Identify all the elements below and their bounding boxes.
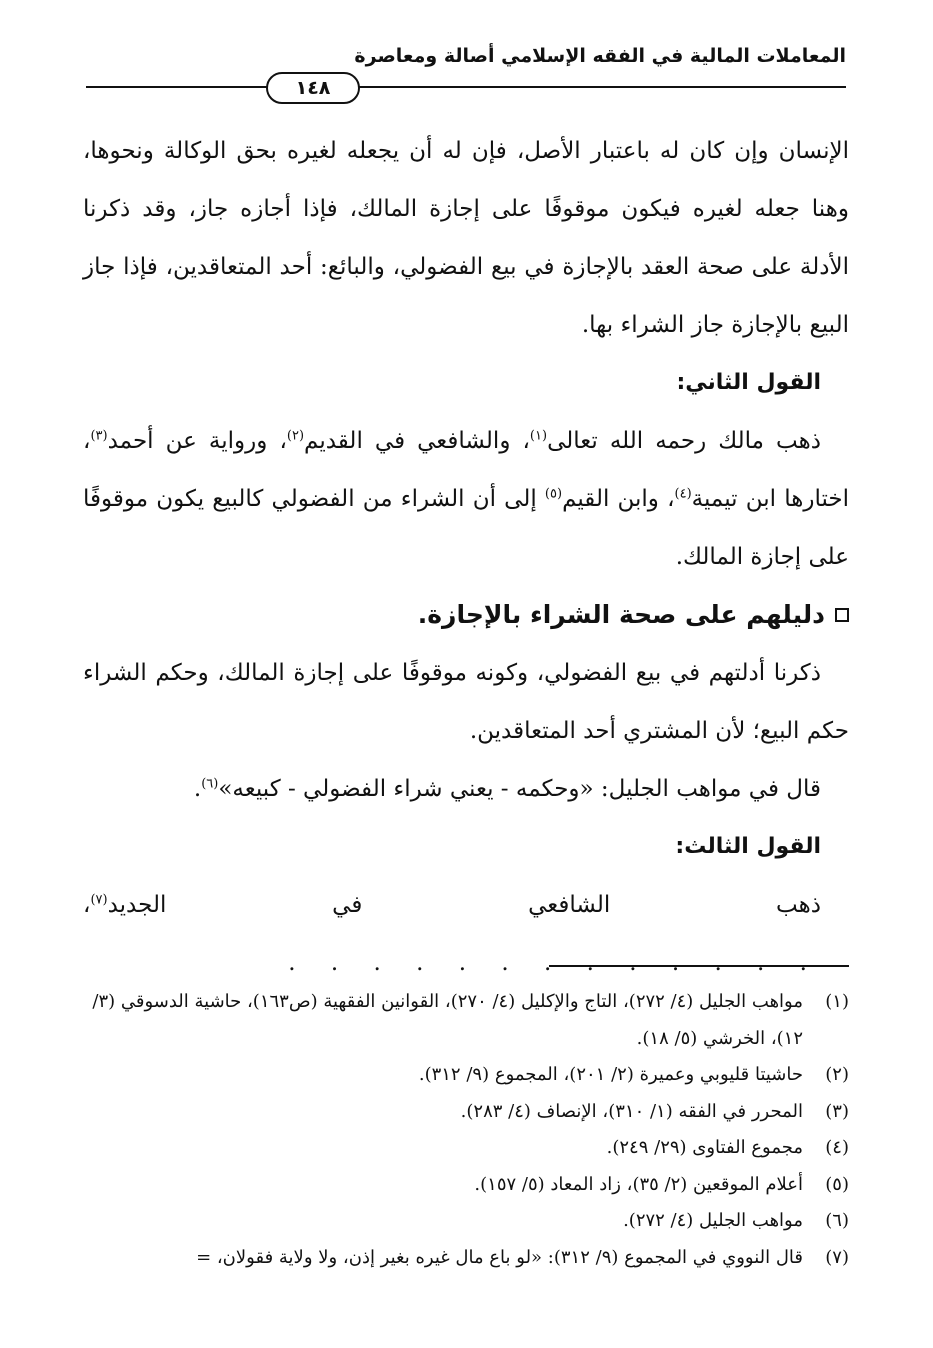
footnote (83, 984, 849, 1057)
footnote-ref-2: (٢) (286, 428, 305, 444)
footnote-text: أعلام الموقعين (٢/ ٣٥)، زاد المعاد (٥/ ١٥٧). (474, 1173, 803, 1195)
p4-text: قال في مواهب الجليل: «وحكمه - يعني شراء الفضولي - كبيعه» (218, 776, 821, 802)
footnote (83, 1130, 849, 1167)
footnote-separator (549, 965, 849, 967)
footnote-number: (٣) (825, 1100, 849, 1122)
paragraph-5 (83, 876, 849, 992)
square-bullet-icon (835, 608, 849, 622)
running-header (86, 42, 846, 98)
footnotes (83, 984, 849, 1276)
p2-text-4: ، اختارها ابن تيمية (83, 428, 850, 512)
footnote (83, 1203, 849, 1240)
footnote-number: (٦) (825, 1210, 849, 1231)
footnote-ref-5: (٥) (544, 486, 563, 502)
paragraph-1: الإنسان وإن كان له باعتبار الأصل، فإن له أن يجعله لغيره بحق الوكالة ونحوها، وهنا جعله لغيره فيكون موقوفًا على إجازة المالك، فإذا أجازه جاز، وقد ذكرنا الأدلة على صحة العقد بالإجازة في بيع الفضولي، والبائع: أحد المتعاقدين، فإذا جاز البيع بالإجازة جاز الشراء بها. (83, 138, 849, 338)
footnote-number: (٧) (825, 1246, 849, 1268)
footnote-ref-3: (٣) (90, 428, 108, 444)
p5-end: ، (83, 892, 91, 918)
footnote-text: المحرر في الفقه (١/ ٣١٠)، الإنصاف (٤/ ٢٨٣). (460, 1100, 803, 1122)
footnote-ref-4: (٤) (674, 486, 692, 502)
footnote-ref-7: (٧) (90, 892, 108, 908)
footnote-ref-1: (١) (529, 428, 548, 444)
p2-text-5: ، وابن القيم (562, 486, 675, 512)
p2-text-1: ذهب مالك رحمه الله تعالى (547, 428, 821, 454)
p2-text-3: ، ورواية عن أحمد (107, 428, 287, 454)
footnote-text: حاشيتا قليوبي وعميرة (٢/ ٢٠١)، المجموع (٩/ ٣١٢). (418, 1064, 803, 1085)
footnote (83, 1240, 849, 1277)
paragraph-3: ذكرنا أدلتهم في بيع الفضولي، وكونه موقوفًا على إجازة المالك، وحكم الشراء حكم البيع؛ لأن المشتري أحد المتعاقدين. (83, 660, 849, 744)
footnote-number: (٤) (825, 1137, 849, 1158)
header-rule (86, 86, 846, 88)
heading-second-opinion: القول الثاني: (676, 370, 821, 395)
footnote-number: (٥) (825, 1173, 849, 1195)
p2-text-6: إلى أن الشراء من الفضولي كالبيع يكون موقوفًا على إجازة المالك. (83, 486, 849, 570)
footnote-number: (٢) (825, 1064, 849, 1085)
footnote-ref-6: (٦) (201, 776, 219, 792)
section-title: دليلهم على صحة الشراء بالإجازة. (417, 600, 825, 629)
footnote-text: مواهب الجليل (٤/ ٢٧٢). (623, 1210, 803, 1231)
footnote (83, 1094, 849, 1131)
footnote (83, 1167, 849, 1204)
p5-text: ذهب الشافعي في الجديد (107, 892, 821, 918)
footnote-text: مجموع الفتاوى (٢٩/ ٢٤٩). (606, 1137, 803, 1158)
book-title: المعاملات المالية في الفقه الإسلامي أصالة ومعاصرة (354, 45, 846, 67)
footnote (83, 1057, 849, 1094)
page-number: ١٤٨ (266, 72, 360, 104)
heading-third-opinion: القول الثالث: (675, 834, 821, 859)
footnote-text: قال النووي في المجموع (٩/ ٣١٢): «لو باع مال غيره بغير إذن، ولا ولاية فقولان، = (196, 1246, 803, 1268)
paragraph-2 (83, 412, 849, 586)
footnote-number: (١) (825, 991, 849, 1012)
section-heading (83, 586, 849, 644)
p4-end: . (193, 776, 202, 802)
paragraph-4 (83, 760, 849, 818)
p2-text-2: ، والشافعي في القديم (304, 428, 530, 454)
footnote-text: مواهب الجليل (٤/ ٢٧٢)، التاج والإكليل (٤/ ٢٧٠)، القوانين الفقهية (ص١٦٣)، حاشية الدسوقي (٣/ ١٢)، الخرشي (٥/ ١٨). (92, 991, 803, 1049)
body-text (83, 122, 849, 992)
continuation-dots: . . . . . . . . . . . . . (288, 950, 821, 976)
